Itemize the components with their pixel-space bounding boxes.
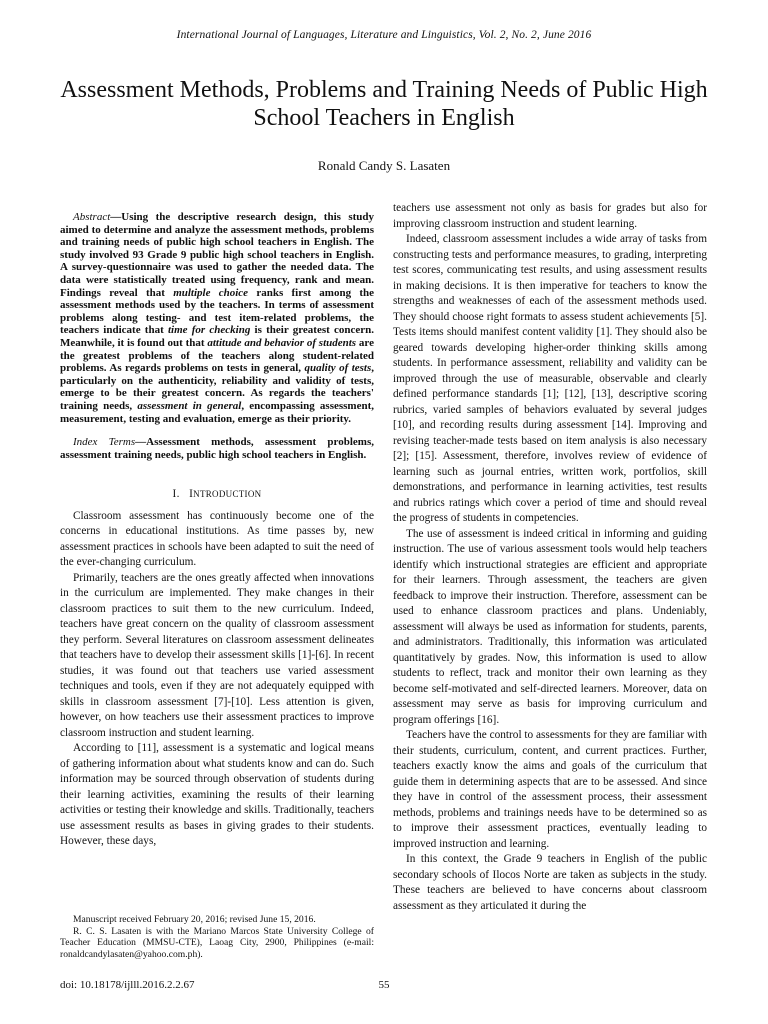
footnote-affiliation: R. C. S. Lasaten is with the Mariano Marcos State University College of Teacher Education (MMSU-CTE), Laoag City, 2900, Philippines (e-mail: ronaldcandylasaten@yahoo.com.ph). — [60, 925, 374, 960]
body-paragraph: Indeed, classroom assessment includes a wide array of tasks from constructing tests and performance measures, to grading, interpreting test scores, communicating test results, and using assessment results in making decisions. It is then imperative for teachers to know the strengths and weaknesses of each of the assessment methods used. They should choose right formats to assess student achievements [5]. Tests items should manifest content validity [1]. They should also be geared towards developing higher-order thinking skills among students. In performance assessment, reliability and validity can be improved through the use of measurable, observable and clearly defined performance standards [1]; [12], [13], descriptive scoring rubrics, varied samples of behaviors evaluated by several judges [10], and recording results during assessment [14]. Improving and revising teacher-made tests based on item analysis is also necessary [2]; [15]. Assessment, therefore, involves review of evidence of learning such as journal entries, written work, portfolios, skill demonstrations, and performance in learning activities, test results and rubrics ratings which cover a period of time and should reveal the progress of students in competencies. — [393, 233, 707, 524]
index-terms-label: Index Terms — [73, 436, 136, 449]
abstract-text-1: Using the descriptive research design, this study aimed to determine and analyze the assessment methods, problems and training needs of public high school teachers in English. The study involved 93 Grade 9 public high school teachers in English. A survey-questionnaire was used to gather the needed data. The data were statistically treated using frequency, rank and mean. Findings reveal that — [60, 211, 374, 299]
author-name: Ronald Candy S. Lasaten — [317, 158, 451, 173]
paper-title: Assessment Methods, Problems and Training Needs of Public High School Teachers in English — [60, 77, 708, 131]
body-paragraph: According to [11], assessment is a systematic and logical means of gathering information about what students know and can do. Such information may be sourced through observation of students during their learning activities, examining the results of their learning activities or testing their knowledge and skills. Traditionally, teachers use assessment results as bases in giving grades to their students. However, these days, — [60, 742, 374, 848]
index-terms-dash: — — [135, 436, 147, 449]
section-initial: I — [189, 488, 194, 501]
body-paragraph-continued: teachers use assessment not only as basis for grades but also for improving classroom instruction and student learning. — [393, 202, 707, 230]
body-paragraph: Classroom assessment has continuously become one of the concerns in educational institutions. As time passes by, new assessment practices in schools have been adapted to suit the need of the ever-changing curriculum. — [60, 509, 374, 569]
section-heading-introduction — [60, 487, 374, 503]
abstract — [60, 211, 374, 425]
abstract-text-3: is their greatest concern. Meanwhile, it is found out that — [60, 324, 375, 349]
abstract-italic-4: quality of tests — [304, 362, 372, 375]
abstract-text-5: , particularly on the authenticity, reliability and validity of tests, emerge to be their greatest concern. As regards the teachers' training needs, — [60, 362, 375, 412]
index-terms-text: Assessment methods, assessment problems, assessment training needs, public high school teachers in English. — [60, 436, 374, 461]
journal-header: International Journal of Languages, Literature and Linguistics, Vol. 2, No. 2, June 2016 — [176, 29, 592, 41]
abstract-label: Abstract — [73, 211, 111, 223]
doi-link[interactable]: doi: 10.18178/ijlll.2016.2.2.67 — [60, 979, 195, 991]
abstract-dash: — — [110, 211, 122, 223]
abstract-paragraph — [60, 211, 374, 425]
abstract-italic-2: time for checking — [167, 324, 251, 337]
footnotes — [60, 914, 374, 960]
page-number: 55 — [378, 979, 390, 991]
abstract-italic-1: multiple choice — [173, 286, 249, 299]
body-paragraph: Teachers have the control to assessments for they are familiar with their students, curriculum, content, and current practices. Further, teachers exactly know the aims and goals of the curriculum that guide them in determining aspects that are to be assessed. And since they have in control of the assessment process, their assessment methods, problems and trainings needs have to be determined so as to improve their assessment practices, eventually leading to improved instruction and learning. — [393, 729, 707, 850]
body-paragraph: Primarily, teachers are the ones greatly affected when innovations in the curriculum are implemented. They make changes in their classroom practices to suit them to the new curriculum. Indeed, teachers have great concern on the quality of classroom assessment they perform. Several literatures on classroom assessment delineates that teachers have to develop their assessment skills [1]-[6]. In recent studies, it was found out that teachers use varied assessment techniques and tools, even if they are not adequately equipped with skills in classroom assessment [7]-[10]. Less attention is given, however, on how teachers use their assessment practices to improve classroom instruction and student learning. — [60, 571, 374, 739]
left-column — [60, 211, 374, 850]
section-number: I. — [172, 488, 180, 501]
abstract-italic-5: assessment in general — [137, 399, 242, 412]
body-paragraph: The use of assessment is indeed critical in informing and guiding instruction. The use of various assessment tools would help teachers identify which instructional strategies are efficient and appropriate for their learners. Through assessment, the teachers are given feedback to improve their instruction. Therefore, assessment can be used to enhance classroom practices and plans. Undeniably, assessment will always be used as information for students, parents, and administrators. Traditionally, this information was articulated quantitatively by grades. Now, this information is used to allow students to reflect, track and monitor their own learning as they become self-motivated and self-directed learners. Moreover, data on assessment may serve as basis for improving curriculum and program offerings [16]. — [393, 527, 707, 726]
right-column — [393, 201, 707, 914]
abstract-italic-3: attitude and behavior of students — [207, 336, 357, 349]
index-terms — [60, 436, 374, 461]
section-title-rest: NTRODUCTION — [193, 489, 262, 500]
abstract-text-6: , encompassing assessment, measurement, testing and evaluation, emerge as their priority. — [60, 399, 374, 425]
footnote-manuscript: Manuscript received February 20, 2016; revised June 15, 2016. — [73, 914, 316, 925]
abstract-text-2: ranks first among the assessment methods used by the teachers. In terms of assessment problems along testing- and test item-related problems, the teachers indicate that — [60, 286, 375, 337]
abstract-text-4: are the greatest problems of the teachers along student-related problems. As regards problems on tests in general, — [60, 336, 374, 375]
body-paragraph: In this context, the Grade 9 teachers in English of the public secondary schools of Ilocos Norte are taken as subjects in the study. These teachers are believed to have concerns about classroom assessment as they articulated it during the — [393, 853, 707, 912]
